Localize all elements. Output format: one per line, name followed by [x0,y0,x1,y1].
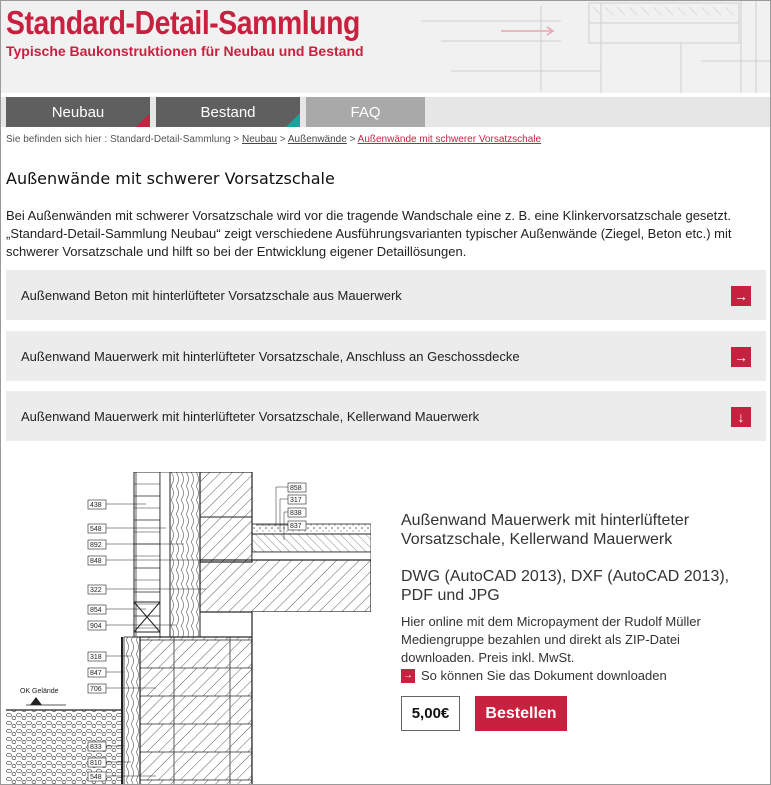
nav-tab-bestand[interactable] [156,97,300,127]
tab-corner-accent [136,113,150,127]
breadcrumb-separator: > [277,134,288,145]
accordion-item-geschossdecke[interactable] [6,331,766,381]
accordion-label: Außenwand Mauerwerk mit hinterlüfteter Vorsatzschale, Kellerwand Mauerwerk [21,408,480,424]
nav-tab-neubau[interactable] [6,97,150,127]
svg-text:322: 322 [90,587,102,594]
arrow-right-icon: → [731,347,751,367]
site-title[interactable]: Standard-Detail-Sammlung [6,4,360,41]
svg-text:548: 548 [90,774,102,781]
product-title: Außenwand Mauerwerk mit hinterlüfteter Vorsatzschale, Kellerwand Mauerwerk [401,512,690,548]
arrow-right-icon: → [731,286,751,306]
svg-text:706: 706 [90,686,102,693]
nav-tab-faq[interactable] [306,97,425,127]
page-title: Außenwände mit schwerer Vorsatzschale [6,169,335,188]
svg-text:858: 858 [290,485,302,492]
intro-text: Bei Außenwänden mit schwerer Vorsatzschale wird vor die tragende Wandschale eine z. B. eine Klinkervorsatzschale gesetzt. „Standard-Detail-Sammlung Neubau“ zeigt verschiedene Ausführungsvarianten typischer Außenwände (Ziegel, Beton etc.) mit schwerer Vorsatzschale und hilft so bei der Entwicklung eigener Detaillösungen. [6,208,732,259]
product-description: Hier online mit dem Micropayment der Rudolf Müller Mediengruppe bezahlen und direkt als ZIP-Datei downloaden. Preis inkl. MwSt. [401,614,701,665]
breadcrumb-prefix: Sie befinden sich hier : Standard-Detail-Sammlung > [6,134,242,145]
svg-text:837: 837 [290,523,302,530]
accordion-item-kellerwand[interactable] [6,391,766,441]
site-header [1,1,771,93]
site-subtitle: Typische Baukonstruktionen für Neubau und Bestand [6,43,364,59]
accordion-label: Außenwand Mauerwerk mit hinterlüfteter Vorsatzschale, Anschluss an Geschossdecke [21,348,520,364]
nav-tab-label: Bestand [200,103,256,121]
accordion-item-beton[interactable] [6,270,766,320]
breadcrumb-link-neubau[interactable]: Neubau [241,134,277,145]
svg-text:810: 810 [90,760,102,767]
svg-text:847: 847 [90,670,102,677]
svg-text:848: 848 [90,558,102,565]
nav-tab-label: Neubau [51,103,105,121]
svg-text:548: 548 [90,526,102,533]
arrow-right-icon: → [403,670,413,681]
breadcrumb-link-aussenwaende[interactable]: Außenwände [287,134,347,145]
price-box: 5,00€ [401,696,460,731]
howto-link-label: So können Sie das Dokument downloaden [421,668,667,683]
ground-level-label: OK Gelände [20,688,59,695]
nav-tab-label: FAQ [350,103,381,121]
arrow-down-icon: ↓ [731,407,751,427]
product-formats: DWG (AutoCAD 2013), DXF (AutoCAD 2013), PDF und JPG [401,568,730,604]
svg-text:833: 833 [90,744,102,751]
label-847 [88,668,124,677]
svg-text:838: 838 [290,510,302,517]
svg-text:892: 892 [90,542,102,549]
svg-text:904: 904 [90,623,102,630]
svg-text:317: 317 [290,497,302,504]
accordion-label: Außenwand Beton mit hinterlüfteter Vorsatzschale aus Mauerwerk [21,287,402,303]
tab-corner-accent [286,113,300,127]
svg-text:438: 438 [90,502,102,509]
order-button[interactable]: Bestellen [475,696,567,731]
label-858 [276,483,306,526]
detail-drawing[interactable] [6,472,371,785]
main-nav [1,97,771,127]
svg-text:854: 854 [90,607,102,614]
breadcrumb [6,134,541,145]
howto-link[interactable] [401,668,667,683]
svg-text:318: 318 [90,654,102,661]
breadcrumb-separator: > [346,134,358,145]
breadcrumb-link-current[interactable]: Außenwände mit schwerer Vorsatzschale [357,134,542,145]
